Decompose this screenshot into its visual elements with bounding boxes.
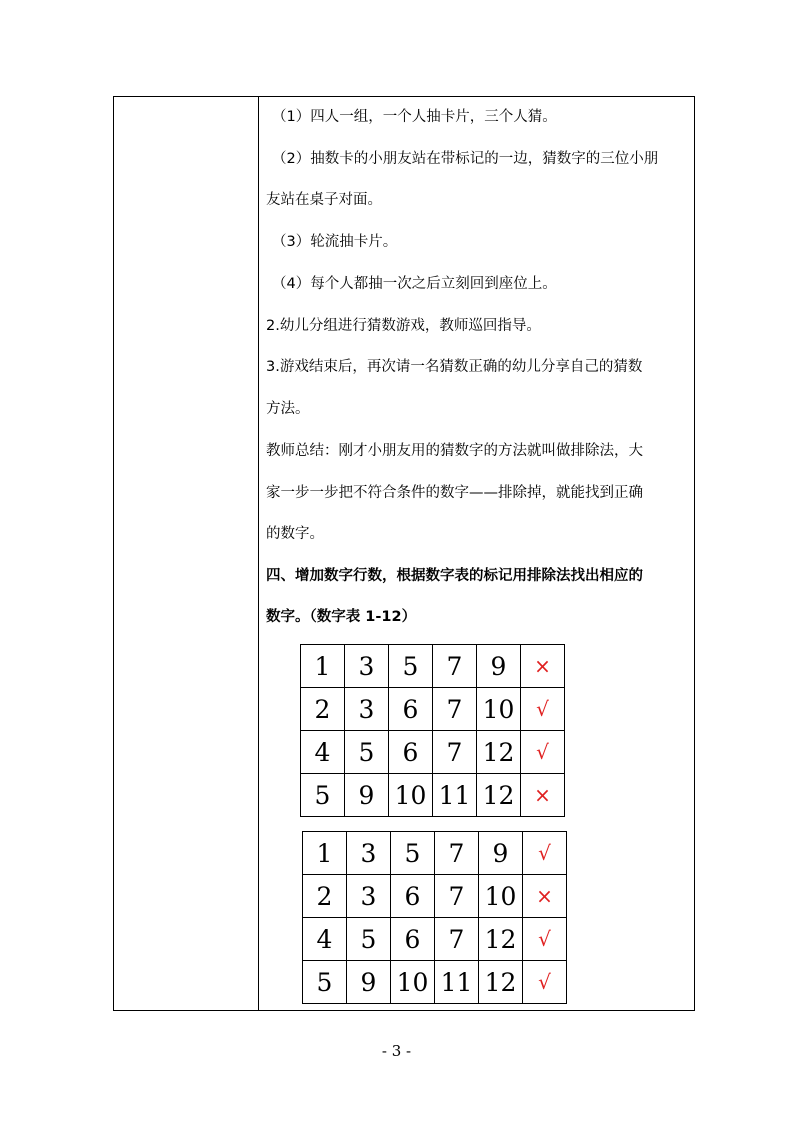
number-cell: 10 xyxy=(477,688,521,731)
number-cell: 10 xyxy=(389,774,433,817)
number-cell: 9 xyxy=(477,645,521,688)
table-row xyxy=(303,875,567,918)
step-1-text: （1）四人一组，一个人抽卡片，三个人猜。 xyxy=(272,109,557,125)
number-cell: 12 xyxy=(479,961,523,1004)
number-cell: 5 xyxy=(303,961,347,1004)
teacher-summary-text-end: 的数字。 xyxy=(266,526,324,542)
check-mark-cell: √ xyxy=(523,961,567,1004)
number-cell: 6 xyxy=(391,918,435,961)
teacher-summary-text-cont: 家一步一步把不符合条件的数字——排除掉，就能找到正确 xyxy=(266,485,643,501)
number-cell: 5 xyxy=(301,774,345,817)
number-cell: 3 xyxy=(347,875,391,918)
number-cell: 6 xyxy=(391,875,435,918)
number-cell: 5 xyxy=(345,731,389,774)
number-table-2 xyxy=(302,831,567,1004)
step-4-text: （4）每个人都抽一次之后立刻回到座位上。 xyxy=(272,276,557,292)
cross-mark-cell: × xyxy=(521,774,565,817)
cross-mark-cell: × xyxy=(523,875,567,918)
number-cell: 1 xyxy=(301,645,345,688)
number-cell: 5 xyxy=(389,645,433,688)
number-cell: 2 xyxy=(301,688,345,731)
number-cell: 7 xyxy=(433,688,477,731)
number-cell: 12 xyxy=(477,731,521,774)
step-2-text-cont: 友站在桌子对面。 xyxy=(266,192,382,208)
section-4-heading: 四、增加数字行数，根据数字表的标记用排除法找出相应的 xyxy=(266,568,643,584)
number-cell: 5 xyxy=(391,832,435,875)
number-cell: 1 xyxy=(303,832,347,875)
table-row xyxy=(301,688,565,731)
table-row xyxy=(301,774,565,817)
number-cell: 7 xyxy=(433,645,477,688)
check-mark-cell: √ xyxy=(523,918,567,961)
table-row xyxy=(301,731,565,774)
number-cell: 7 xyxy=(433,731,477,774)
check-mark-cell: √ xyxy=(521,731,565,774)
number-cell: 9 xyxy=(347,961,391,1004)
number-cell: 3 xyxy=(345,645,389,688)
number-cell: 6 xyxy=(389,688,433,731)
number-cell: 3 xyxy=(347,832,391,875)
number-cell: 3 xyxy=(345,688,389,731)
number-cell: 6 xyxy=(389,731,433,774)
number-cell: 7 xyxy=(435,918,479,961)
table-row xyxy=(303,832,567,875)
number-cell: 9 xyxy=(479,832,523,875)
number-table-1 xyxy=(300,644,565,817)
number-cell: 11 xyxy=(435,961,479,1004)
number-cell: 12 xyxy=(477,774,521,817)
table-row xyxy=(303,961,567,1004)
teacher-summary-text: 教师总结：刚才小朋友用的猜数字的方法就叫做排除法，大 xyxy=(266,443,643,459)
check-mark-cell: √ xyxy=(523,832,567,875)
number-cell: 9 xyxy=(345,774,389,817)
instruction-2-text: 2.幼儿分组进行猜数游戏，教师巡回指导。 xyxy=(266,318,541,334)
number-cell: 2 xyxy=(303,875,347,918)
instruction-3-text-cont: 方法。 xyxy=(266,401,310,417)
table-row xyxy=(303,918,567,961)
number-cell: 7 xyxy=(435,832,479,875)
step-2-text: （2）抽数卡的小朋友站在带标记的一边，猜数字的三位小朋 xyxy=(272,151,659,167)
number-cell: 7 xyxy=(435,875,479,918)
number-cell: 10 xyxy=(479,875,523,918)
check-mark-cell: √ xyxy=(521,688,565,731)
number-cell: 12 xyxy=(479,918,523,961)
number-cell: 4 xyxy=(301,731,345,774)
number-cell: 10 xyxy=(391,961,435,1004)
number-cell: 5 xyxy=(347,918,391,961)
instruction-3-text: 3.游戏结束后，再次请一名猜数正确的幼儿分享自己的猜数 xyxy=(266,359,643,375)
page-number: - 3 - xyxy=(381,1042,412,1060)
step-3-text: （3）轮流抽卡片。 xyxy=(272,234,398,250)
number-cell: 4 xyxy=(303,918,347,961)
table-row xyxy=(301,645,565,688)
section-4-heading-cont: 数字。（数字表 1-12） xyxy=(266,609,417,625)
cross-mark-cell: × xyxy=(521,645,565,688)
number-cell: 11 xyxy=(433,774,477,817)
column-divider xyxy=(258,96,259,1011)
